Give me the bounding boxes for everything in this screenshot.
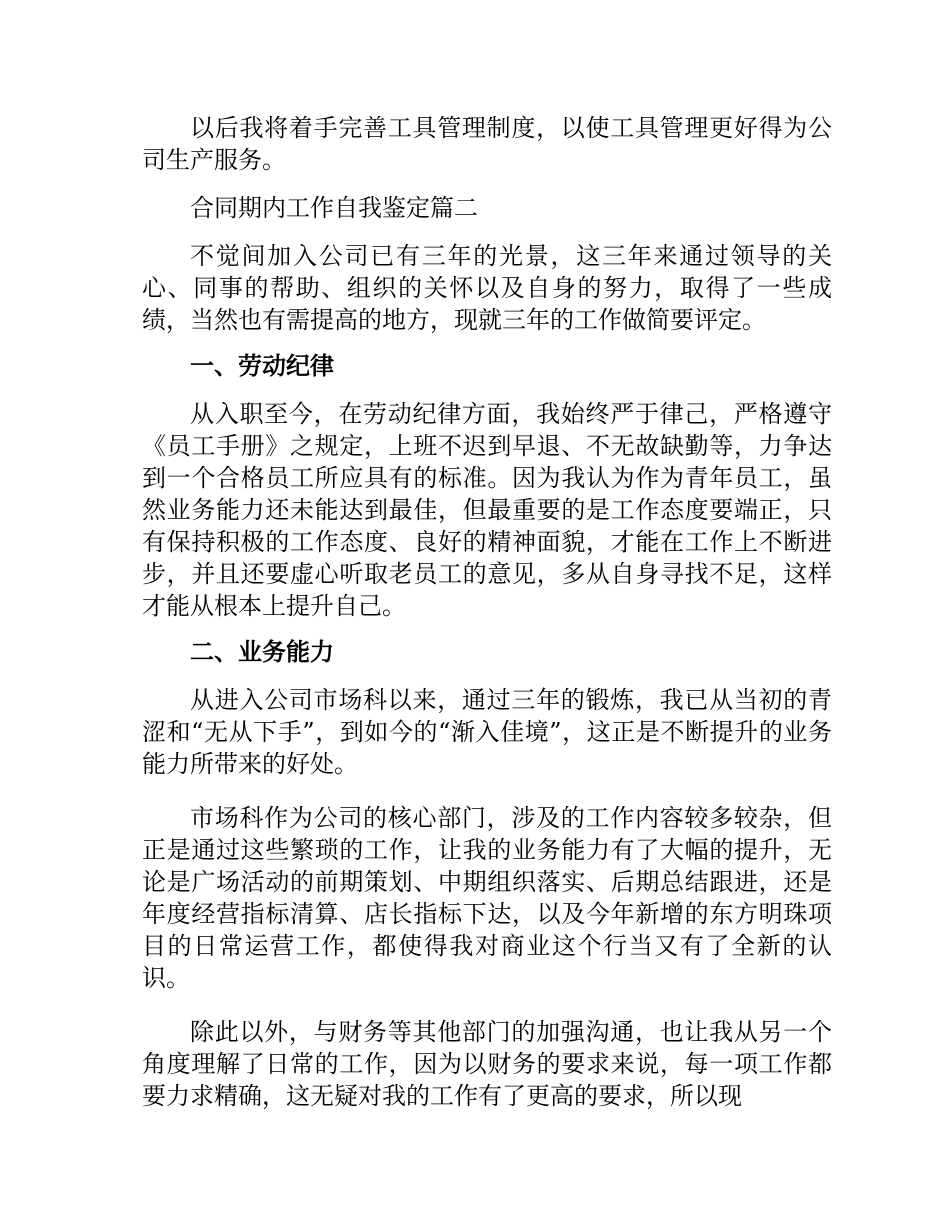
paragraph-business-ability-1: 从进入公司市场科以来，通过三年的锻炼，我已从当初的青涩和“无从下手”，到如今的“渐入佳境”，这正是不断提升的业务能力所带来的好处。 (142, 686, 832, 778)
document-page (142, 112, 832, 1112)
paragraph-intro: 不觉间加入公司已有三年的光景，这三年来通过领导的关心、同事的帮助、组织的关怀以及自身的努力，取得了一些成绩，当然也有需提高的地方，现就三年的工作做简要评定。 (142, 242, 832, 334)
heading-business-ability: 二、业务能力 (190, 637, 334, 666)
paragraph-business-ability-3: 除此以外，与财务等其他部门的加强沟通，也让我从另一个角度理解了日常的工作，因为以财务的要求来说，每一项工作都要力求精确，这无疑对我的工作有了更高的要求，所以现 (142, 1018, 832, 1110)
paragraph-tool-management: 以后我将着手完善工具管理制度，以使工具管理更好得为公司生产服务。 (142, 114, 832, 174)
paragraph-business-ability-2: 市场科作为公司的核心部门，涉及的工作内容较多较杂，但正是通过这些繁琐的工作，让我的业务能力有了大幅的提升，无论是广场活动的前期策划、中期组织落实、后期总结跟进，还是年度经营指标清算、店长指标下达，以及今年新增的东方明珠项目的日常运营工作，都使得我对商业这个行当又有了全新的认识。 (142, 804, 832, 992)
section-title-contract-self-appraisal: 合同期内工作自我鉴定篇二 (190, 194, 478, 222)
heading-labor-discipline: 一、劳动纪律 (190, 351, 334, 380)
paragraph-labor-discipline: 从入职至今，在劳动纪律方面，我始终严于律己，严格遵守《员工手册》之规定，上班不迟到早退、不无故缺勤等，力争达到一个合格员工所应具有的标准。因为我认为作为青年员工，虽然业务能力还未能达到最佳，但最重要的是工作态度要端正，只有保持积极的工作态度、良好的精神面貌，才能在工作上不断进步，并且还要虚心听取老员工的意见，多从自身寻找不足，这样才能从根本上提升自己。 (142, 400, 832, 620)
